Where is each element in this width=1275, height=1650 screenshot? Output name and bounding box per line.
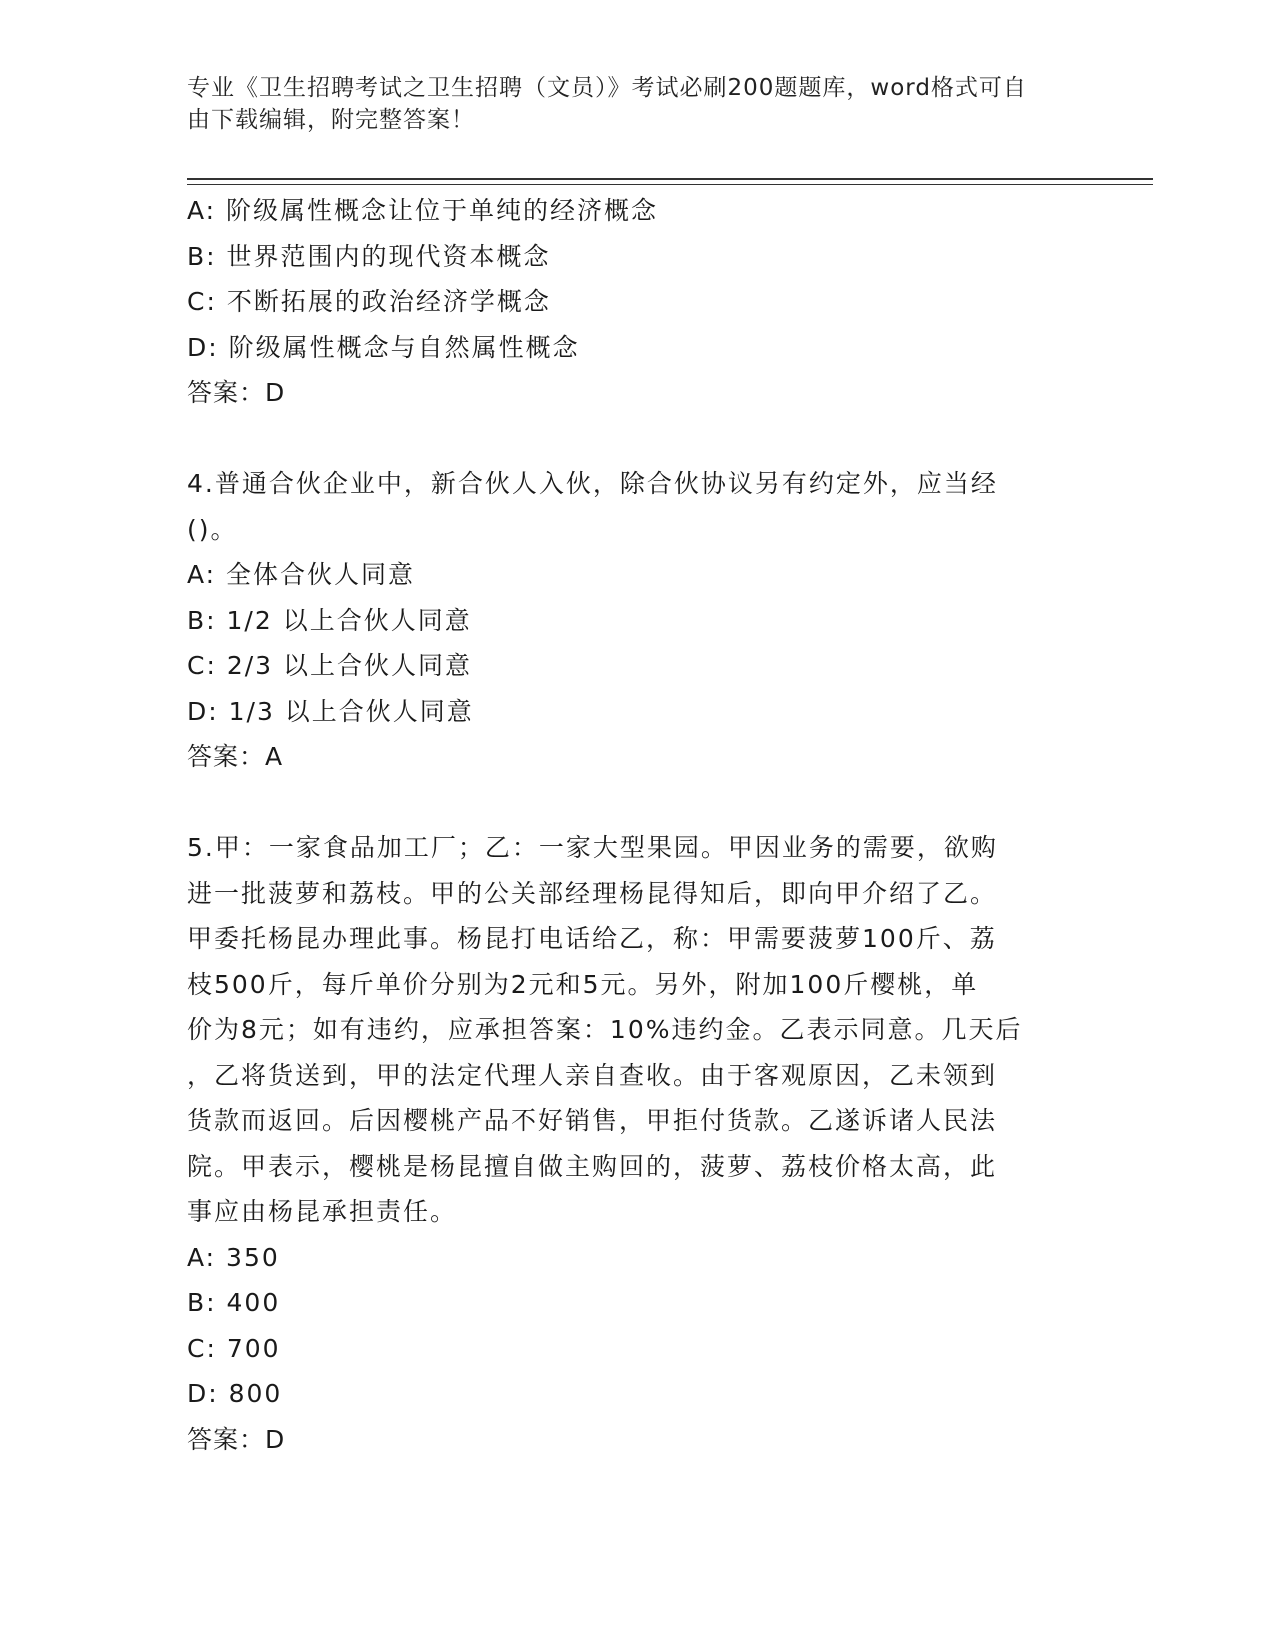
header-divider-thick <box>187 178 1153 180</box>
q5-text-line-8: 院。甲表示，樱桃是杨昆擅自做主购回的，菠萝、荔枝价格太高，此 <box>187 1151 998 1181</box>
q5-text-line-2: 进一批菠萝和荔枝。甲的公关部经理杨昆得知后，即向甲介绍了乙。 <box>187 878 998 908</box>
question-3-block <box>187 188 1087 416</box>
question-content <box>187 188 1087 1462</box>
q4-option-b: B: 1/2 以上合伙人同意 <box>187 605 472 635</box>
q4-option-c: C: 2/3 以上合伙人同意 <box>187 651 473 680</box>
q4-option-a: A: 全体合伙人同意 <box>187 560 416 589</box>
q5-text-line-4: 枝500斤，每斤单价分别为2元和5元。另外，附加100斤樱桃，单 <box>187 969 979 999</box>
q5-option-c: C: 700 <box>187 1333 281 1363</box>
q4-text-line-1: 4.普通合伙企业中，新合伙人入伙，除合伙协议另有约定外，应当经 <box>187 469 998 498</box>
q3-option-b: B: 世界范围内的现代资本概念 <box>187 241 551 271</box>
q3-option-a: A: 阶级属性概念让位于单纯的经济概念 <box>187 196 659 225</box>
q5-answer: 答案：D <box>187 1424 286 1454</box>
q3-option-d: D: 阶级属性概念与自然属性概念 <box>187 332 580 362</box>
q4-answer: 答案：A <box>187 742 284 771</box>
q5-option-a: A: 350 <box>187 1242 280 1272</box>
q5-text-line-5: 价为8元；如有违约，应承担答案：10%违约金。乙表示同意。几天后 <box>187 1015 1023 1044</box>
question-5-block <box>187 825 1087 1462</box>
spacer <box>187 780 1087 826</box>
header-line-1: 专业《卫生招聘考试之卫生招聘（文员）》考试必刷200题题库，word格式可自 <box>187 75 1027 101</box>
header-divider-thin <box>187 184 1153 185</box>
q3-option-c: C: 不断拓展的政治经济学概念 <box>187 287 551 316</box>
header-line-2: 由下载编辑，附完整答案！ <box>187 107 475 133</box>
q5-text-line-3: 甲委托杨昆办理此事。杨昆打电话给乙，称：甲需要菠萝100斤、荔 <box>187 924 997 953</box>
q5-option-d: D: 800 <box>187 1379 283 1408</box>
q5-text-line-9: 事应由杨昆承担责任。 <box>187 1197 458 1226</box>
question-4-block <box>187 461 1087 780</box>
document-header <box>187 72 1067 136</box>
q3-answer: 答案：D <box>187 378 286 407</box>
spacer <box>187 416 1087 462</box>
q5-text-line-1: 5.甲：一家食品加工厂；乙：一家大型果园。甲因业务的需要，欲购 <box>187 833 998 862</box>
q4-option-d: D: 1/3 以上合伙人同意 <box>187 696 474 726</box>
q5-text-line-7: 货款而返回。后因樱桃产品不好销售，甲拒付货款。乙遂诉诸人民法 <box>187 1106 998 1135</box>
q5-text-line-6: ，乙将货送到，甲的法定代理人亲自查收。由于客观原因，乙未领到 <box>187 1060 998 1090</box>
q5-option-b: B: 400 <box>187 1288 281 1317</box>
q4-text-line-2: ()。 <box>187 514 238 544</box>
